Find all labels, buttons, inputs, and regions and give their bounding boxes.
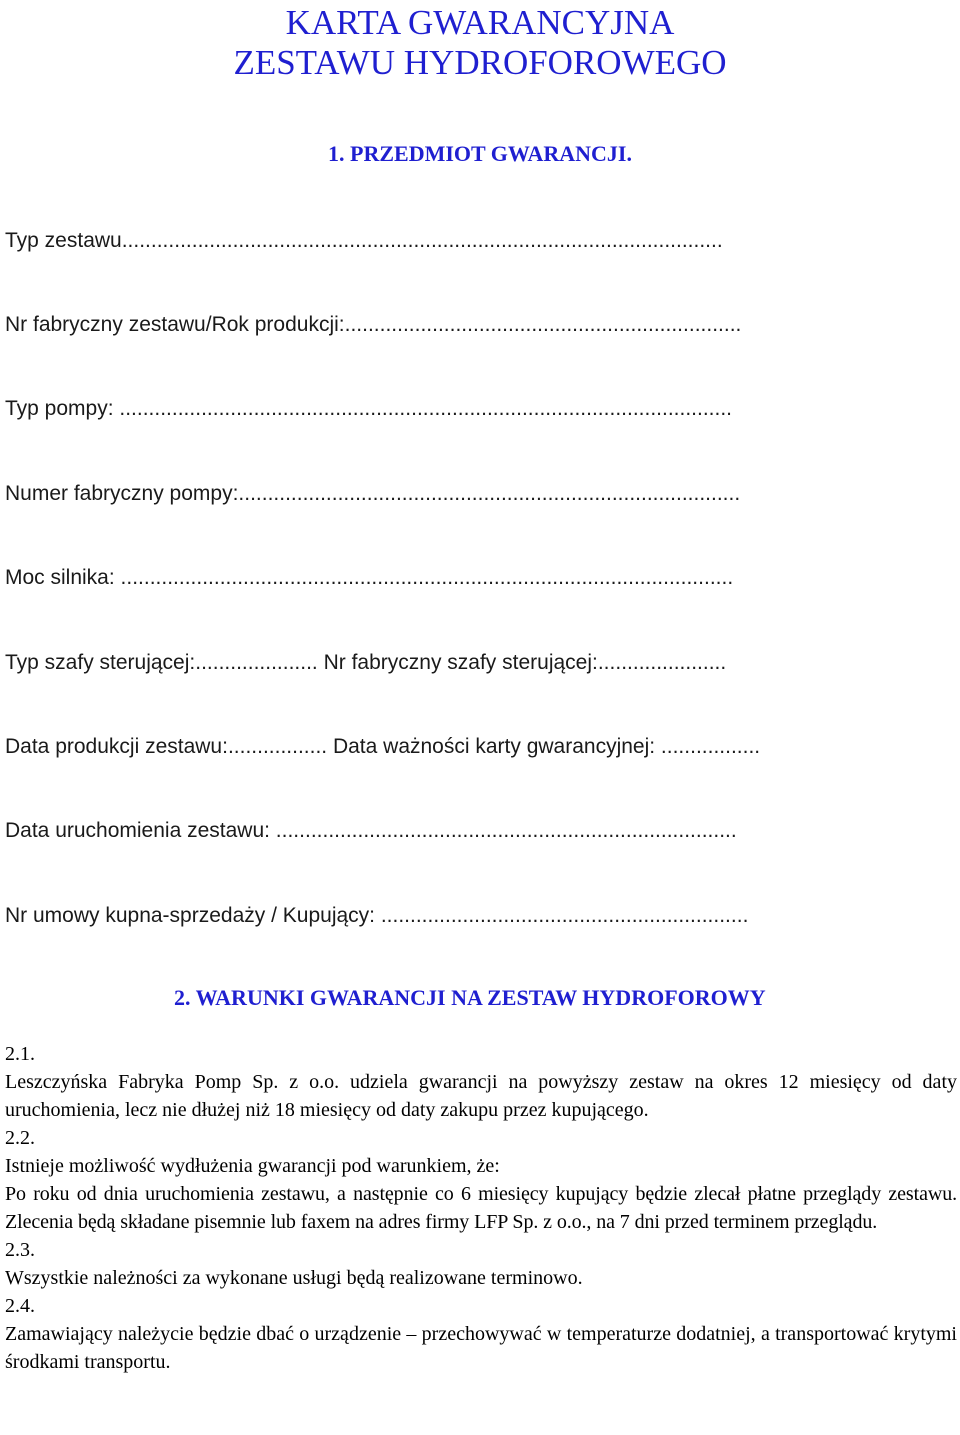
section-2-heading: 2. WARUNKI GWARANCJI NA ZESTAW HYDROFOROWY [174,985,766,1010]
field-typ-zestawu: Typ zestawu....................................................................................................... [5,229,723,252]
field-data-uruchomienia: Data uruchomienia zestawu: ............................................................................... [5,819,737,842]
paragraph-number: 2.2. [5,1127,35,1149]
paragraph-number: 2.3. [5,1239,35,1261]
section-2-body [5,1040,957,1376]
field-moc-silnika: Moc silnika: ......................................................................................................... [5,566,734,589]
paragraph-text: Wszystkie należności za wykonane usługi będą realizowane terminowo. [5,1267,583,1289]
paragraph-number: 2.4. [5,1295,35,1317]
document-title-line-2: ZESTAWU HYDROFOROWEGO [233,43,727,82]
paragraph-text: Zamawiający należycie będzie dbać o urządzenie – przechowywać w temperaturze dodatniej, a transportować krytymi środkami transportu. [5,1323,957,1373]
field-typ-pompy: Typ pompy: ......................................................................................................... [5,397,733,420]
field-umowa-kupujacy: Nr umowy kupna-sprzedaży / Kupujący: ............................................................... [5,904,749,927]
field-szafa-sterujaca: Typ szafy sterującej:..................... Nr fabryczny szafy sterującej:...................... [5,651,727,674]
paragraph-text: Po roku od dnia uruchomienia zestawu, a następnie co 6 miesięcy kupujący będzie zlecał płatne przeglądy zestawu. Zlecenia będą składane pisemnie lub faxem na adres firmy LFP Sp. z o.o., na 7 dni przed terminem przeglądu. [5,1183,957,1233]
paragraph-text: Leszczyńska Fabryka Pomp Sp. z o.o. udziela gwarancji na powyższy zestaw na okres 12 miesięcy od daty uruchomienia, lecz nie dłużej niż 18 miesięcy od daty zakupu przez kupującego. [5,1071,957,1121]
field-numer-fabryczny-pompy: Numer fabryczny pompy:...................................................................................... [5,482,741,505]
field-daty-produkcji-waznosci: Data produkcji zestawu:................. Data ważności karty gwarancyjnej: ................. [5,735,761,758]
document-title-line-1: KARTA GWARANCYJNA [285,3,675,42]
paragraph-text: Istnieje możliwość wydłużenia gwarancji pod warunkiem, że: [5,1155,500,1177]
field-nr-fabryczny-zestawu: Nr fabryczny zestawu/Rok produkcji:.................................................................... [5,313,742,336]
section-1-heading: 1. PRZEDMIOT GWARANCJI. [328,141,632,166]
paragraph-number: 2.1. [5,1043,35,1065]
